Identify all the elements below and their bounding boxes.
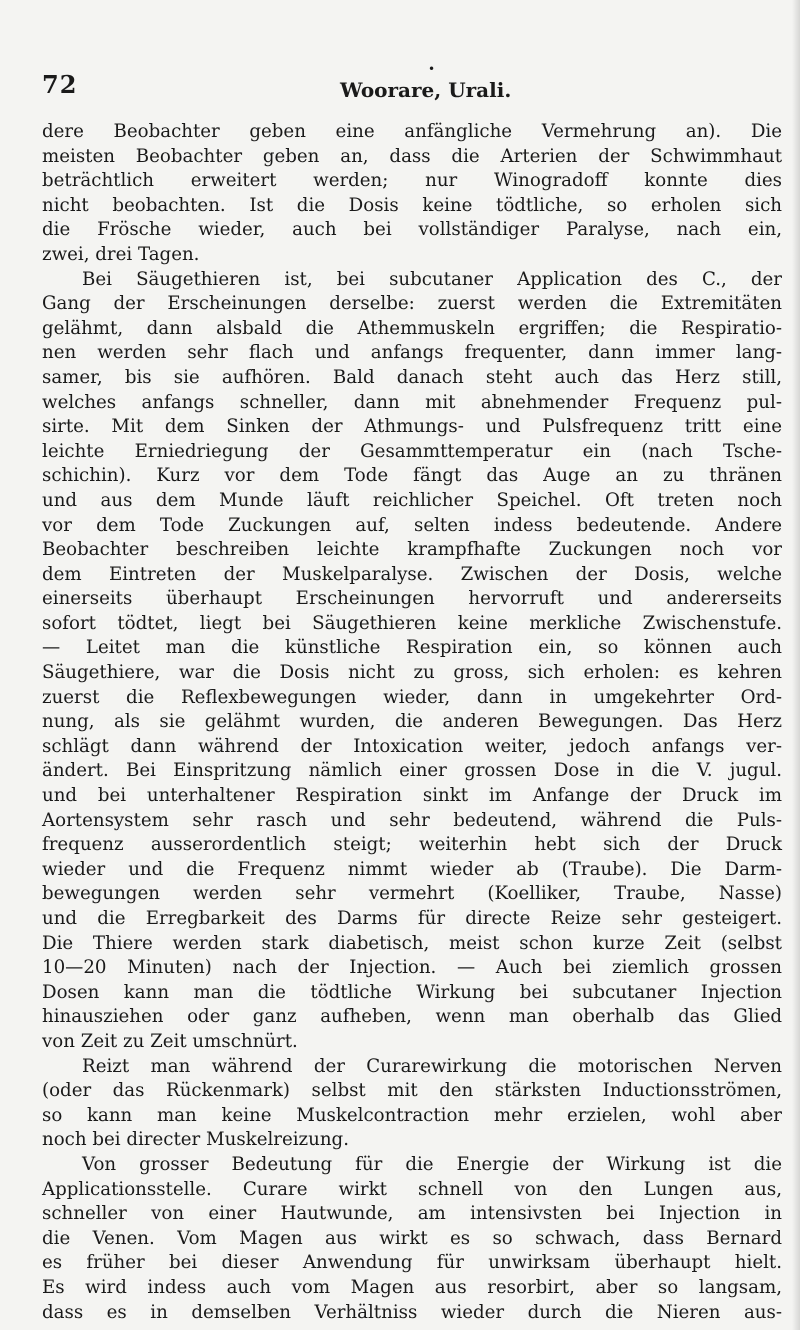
text-line: und die Erregbarkeit des Darms für directe Reize sehr gesteigert. (42, 908, 782, 929)
text-line: — Leitet man die künstliche Respiration ein, so können auch (42, 637, 782, 659)
text-line: schichin). Kurz vor dem Tode fängt das Auge an zu thränen (42, 465, 782, 487)
body-text (42, 120, 782, 1325)
running-head: Woorare, Urali. (340, 78, 512, 102)
text-line: einerseits überhaupt Erscheinungen hervorruft und andererseits (42, 588, 782, 610)
text-line: meisten Beobachter geben an, dass die Arterien der Schwimmhaut (42, 145, 782, 167)
text-line: zuerst die Reflexbewegungen wieder, dann in umgekehrter Ord- (42, 686, 782, 708)
text-line: wieder und die Frequenz nimmt wieder ab (Traube). Die Darm- (42, 858, 782, 880)
text-line: (oder das Rückenmark) selbst mit den stärksten Inductionsströmen, (42, 1080, 782, 1102)
text-line: es früher bei dieser Anwendung für unwirksam überhaupt hielt. (42, 1252, 782, 1274)
text-line: sirte. Mit dem Sinken der Athmungs- und Pulsfrequenz tritt eine (42, 416, 782, 438)
text-line: hinausziehen oder ganz aufheben, wenn man oberhalb das Glied (42, 1006, 782, 1028)
text-line: ändert. Bei Einspritzung nämlich einer grossen Dose in die V. jugul. (42, 760, 782, 782)
text-line: vor dem Tode Zuckungen auf, selten indess bedeutende. Andere (42, 514, 782, 536)
text-line: zwei, drei Tagen. (42, 243, 200, 265)
text-line: die Venen. Vom Magen aus wirkt es so schwach, dass Bernard (42, 1227, 782, 1249)
text-line: und bei unterhaltener Respiration sinkt im Anfange der Druck im (42, 785, 782, 807)
text-line: Bei Säugethieren ist, bei subcutaner Application des C., der (82, 268, 782, 290)
page-number: 72 (42, 70, 78, 99)
text-line: dere Beobachter geben eine anfängliche Vermehrung an). Die (42, 121, 782, 142)
text-line: leichte Erniedriegung der Gesammttemperatur ein (nach Tsche- (42, 440, 782, 462)
text-line: welches anfangs schneller, dann mit abnehmender Frequenz pul- (42, 391, 782, 413)
text-line: nung, als sie gelähmt wurden, die anderen Bewegungen. Das Herz (42, 711, 782, 733)
text-line: Reizt man während der Curarewirkung die motorischen Nerven (82, 1055, 782, 1077)
text-line: Dosen kann man die tödtliche Wirkung bei subcutaner Injection (42, 981, 782, 1003)
text-line: dass es in demselben Verhältniss wieder durch die Nieren aus- (42, 1301, 782, 1323)
text-line: Beobachter beschreiben leichte krampfhafte Zuckungen noch vor (42, 539, 782, 561)
text-line: dem Eintreten der Muskelparalyse. Zwischen der Dosis, welche (42, 563, 782, 585)
text-line: Applicationsstelle. Curare wirkt schnell von den Lungen aus, (42, 1178, 782, 1200)
text-line: beträchtlich erweitert werden; nur Winogradoff konnte dies (42, 170, 782, 192)
text-line: samer, bis sie aufhören. Bald danach steht auch das Herz still, (42, 366, 782, 388)
text-line: schlägt dann während der Intoxication weiter, jedoch anfangs ver- (42, 735, 782, 757)
text-line: die Frösche wieder, auch bei vollständiger Paralyse, nach ein, (42, 219, 782, 241)
text-line: sofort tödtet, liegt bei Säugethieren keine merkliche Zwischenstufe. (42, 612, 782, 634)
text-line: Säugethiere, war die Dosis nicht zu gross, sich erholen: es kehren (42, 662, 782, 684)
page-edge (792, 0, 800, 1330)
text-line: Gang der Erscheinungen derselbe: zuerst werden die Extremitäten (42, 293, 782, 315)
text-line: Die Thiere werden stark diabetisch, meist schon kurze Zeit (selbst (42, 932, 782, 954)
text-line: und aus dem Munde läuft reichlicher Speichel. Oft treten noch (42, 489, 782, 511)
text-line: schneller von einer Hautwunde, am intensivsten bei Injection in (42, 1203, 782, 1225)
text-line: Es wird indess auch vom Magen aus resorbirt, aber so langsam, (42, 1276, 782, 1298)
text-line: noch bei directer Muskelreizung. (42, 1129, 349, 1151)
text-line: Aortensystem sehr rasch und sehr bedeutend, während die Puls- (42, 809, 782, 831)
text-line: so kann man keine Muskelcontraction mehr erzielen, wohl aber (42, 1104, 782, 1126)
text-line: nen werden sehr flach und anfangs frequenter, dann immer lang- (42, 342, 782, 364)
text-line: nicht beobachten. Ist die Dosis keine tödtliche, so erholen sich (42, 194, 782, 216)
text-line: gelähmt, dann alsbald die Athemmuskeln ergriffen; die Respiratio- (42, 317, 782, 339)
header-dot: • (428, 62, 436, 76)
text-line: 10—20 Minuten) nach der Injection. — Auch bei ziemlich grossen (42, 957, 782, 979)
text-line: frequenz ausserordentlich steigt; weiterhin hebt sich der Druck (42, 834, 782, 856)
text-line: bewegungen werden sehr vermehrt (Koelliker, Traube, Nasse) (42, 883, 782, 905)
text-line: Von grosser Bedeutung für die Energie der Wirkung ist die (82, 1153, 782, 1175)
text-line: von Zeit zu Zeit umschnürt. (42, 1030, 298, 1052)
